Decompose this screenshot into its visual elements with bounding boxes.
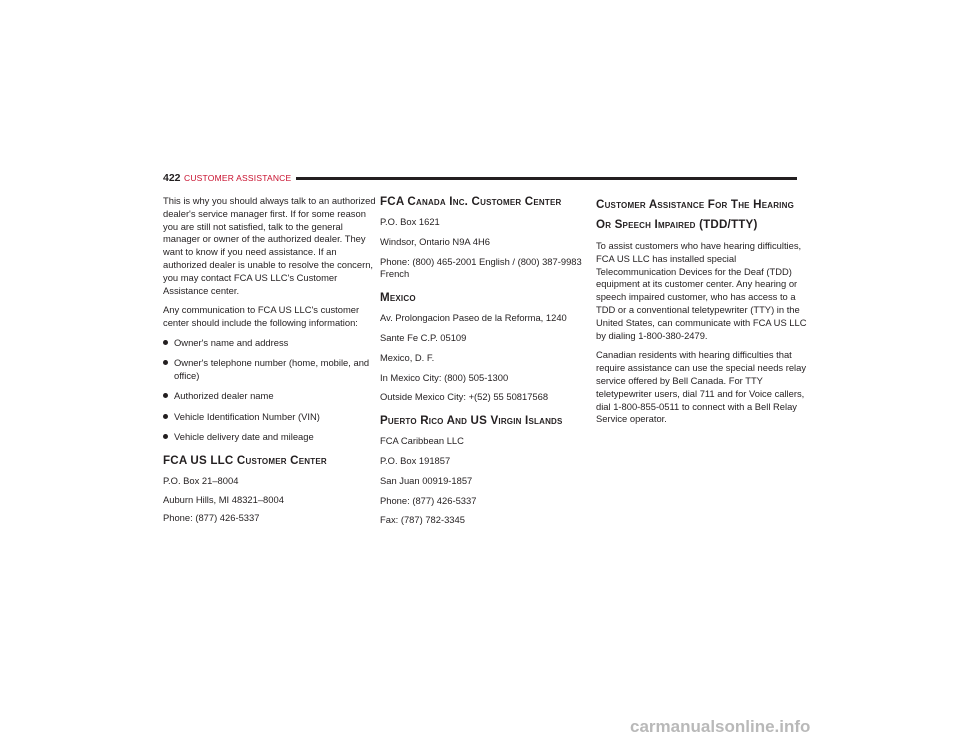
list-item: Vehicle Identification Number (VIN) — [163, 411, 377, 424]
address-line: P.O. Box 21–8004 — [163, 474, 239, 486]
bullet-icon — [163, 414, 168, 419]
watermark: carmanualsonline.info — [630, 717, 811, 736]
address-line: P.O. Box 1621 — [380, 216, 440, 227]
bullet-icon — [163, 340, 168, 345]
phone-line: Phone: (877) 426-5337 — [380, 494, 477, 506]
address-line: Mexico, D. F. — [380, 351, 435, 363]
puerto-rico-heading: Puerto Rico And US Virgin Islands — [380, 414, 563, 428]
page-number: 422 — [163, 172, 181, 184]
address-line: Windsor, Ontario N9A 4H6 — [380, 235, 490, 247]
address-line: FCA Caribbean LLC — [380, 435, 464, 447]
tdd-tty-heading: Customer Assistance For The Hearing Or Speech Impaired (TDD/TTY) — [596, 198, 795, 231]
address-line: San Juan 00919-1857 — [380, 474, 473, 486]
intro-paragraph: This is why you should always talk to an authorized dealer's service manager first. If for some reason you are still not satisfied, talk to the general manager or owner of the authorized dealer. They want to know if you need assistance. If an authorized dealer is unable to resolve the concern, you may contact FCA US LLC's Customer Assistance center. — [163, 195, 376, 296]
bullet-icon — [163, 434, 168, 439]
fax-line: Fax: (787) 782-3345 — [380, 514, 465, 526]
column-1 — [163, 195, 377, 531]
phone-line: Phone: (800) 465-2001 English / (800) 387-9983 French — [380, 255, 582, 280]
page-header — [163, 172, 797, 186]
bullet-icon — [163, 393, 168, 398]
list-item: Authorized dealer name — [163, 390, 377, 403]
list-item: Vehicle delivery date and mileage — [163, 431, 377, 444]
phone-line: In Mexico City: (800) 505-1300 — [380, 371, 509, 383]
column-2 — [380, 195, 594, 534]
address-line: Sante Fe C.P. 05109 — [380, 331, 467, 343]
phone-line: Phone: (877) 426-5337 — [163, 512, 260, 524]
bullet-icon — [163, 360, 168, 365]
section-title: CUSTOMER ASSISTANCE — [184, 173, 292, 183]
address-line: P.O. Box 191857 — [380, 454, 451, 466]
list-item: Owner's name and address — [163, 337, 377, 350]
address-line: Av. Prolongacion Paseo de la Reforma, 1240 — [380, 312, 567, 324]
canada-heading: FCA Canada Inc. Customer Center — [380, 195, 562, 208]
header-rule — [296, 177, 797, 180]
phone-line: Outside Mexico City: +(52) 55 50817568 — [380, 391, 549, 403]
list-item: Owner's telephone number (home, mobile, and office) — [163, 357, 377, 383]
info-paragraph: Any communication to FCA US LLC's customer center should include the following information: — [163, 304, 360, 329]
canada-relay-paragraph: Canadian residents with hearing difficulties that require assistance can use the special needs relay service offered by Bell Canada. For TTY teletypewriter users, dial 711 and for Voice callers, dial 1-800-855-0511 to connect with a Bell Relay Service operator. — [596, 349, 807, 425]
column-3 — [596, 195, 810, 433]
mexico-heading: Mexico — [380, 291, 416, 305]
info-list — [163, 337, 377, 444]
fca-us-heading: FCA US LLC Customer Center — [163, 453, 327, 467]
tdd-paragraph: To assist customers who have hearing difficulties, FCA US LLC has installed special Telecommunication Devices for the Deaf (TDD) equipment at its customer center. Any hearing or speech impaired customer, who has access to a TDD or a conventional teletypewriter (TTY) in the United States, can communicate with FCA US LLC by dialing 1-800-380-2479. — [596, 240, 807, 341]
address-line: Auburn Hills, MI 48321–8004 — [163, 493, 284, 505]
